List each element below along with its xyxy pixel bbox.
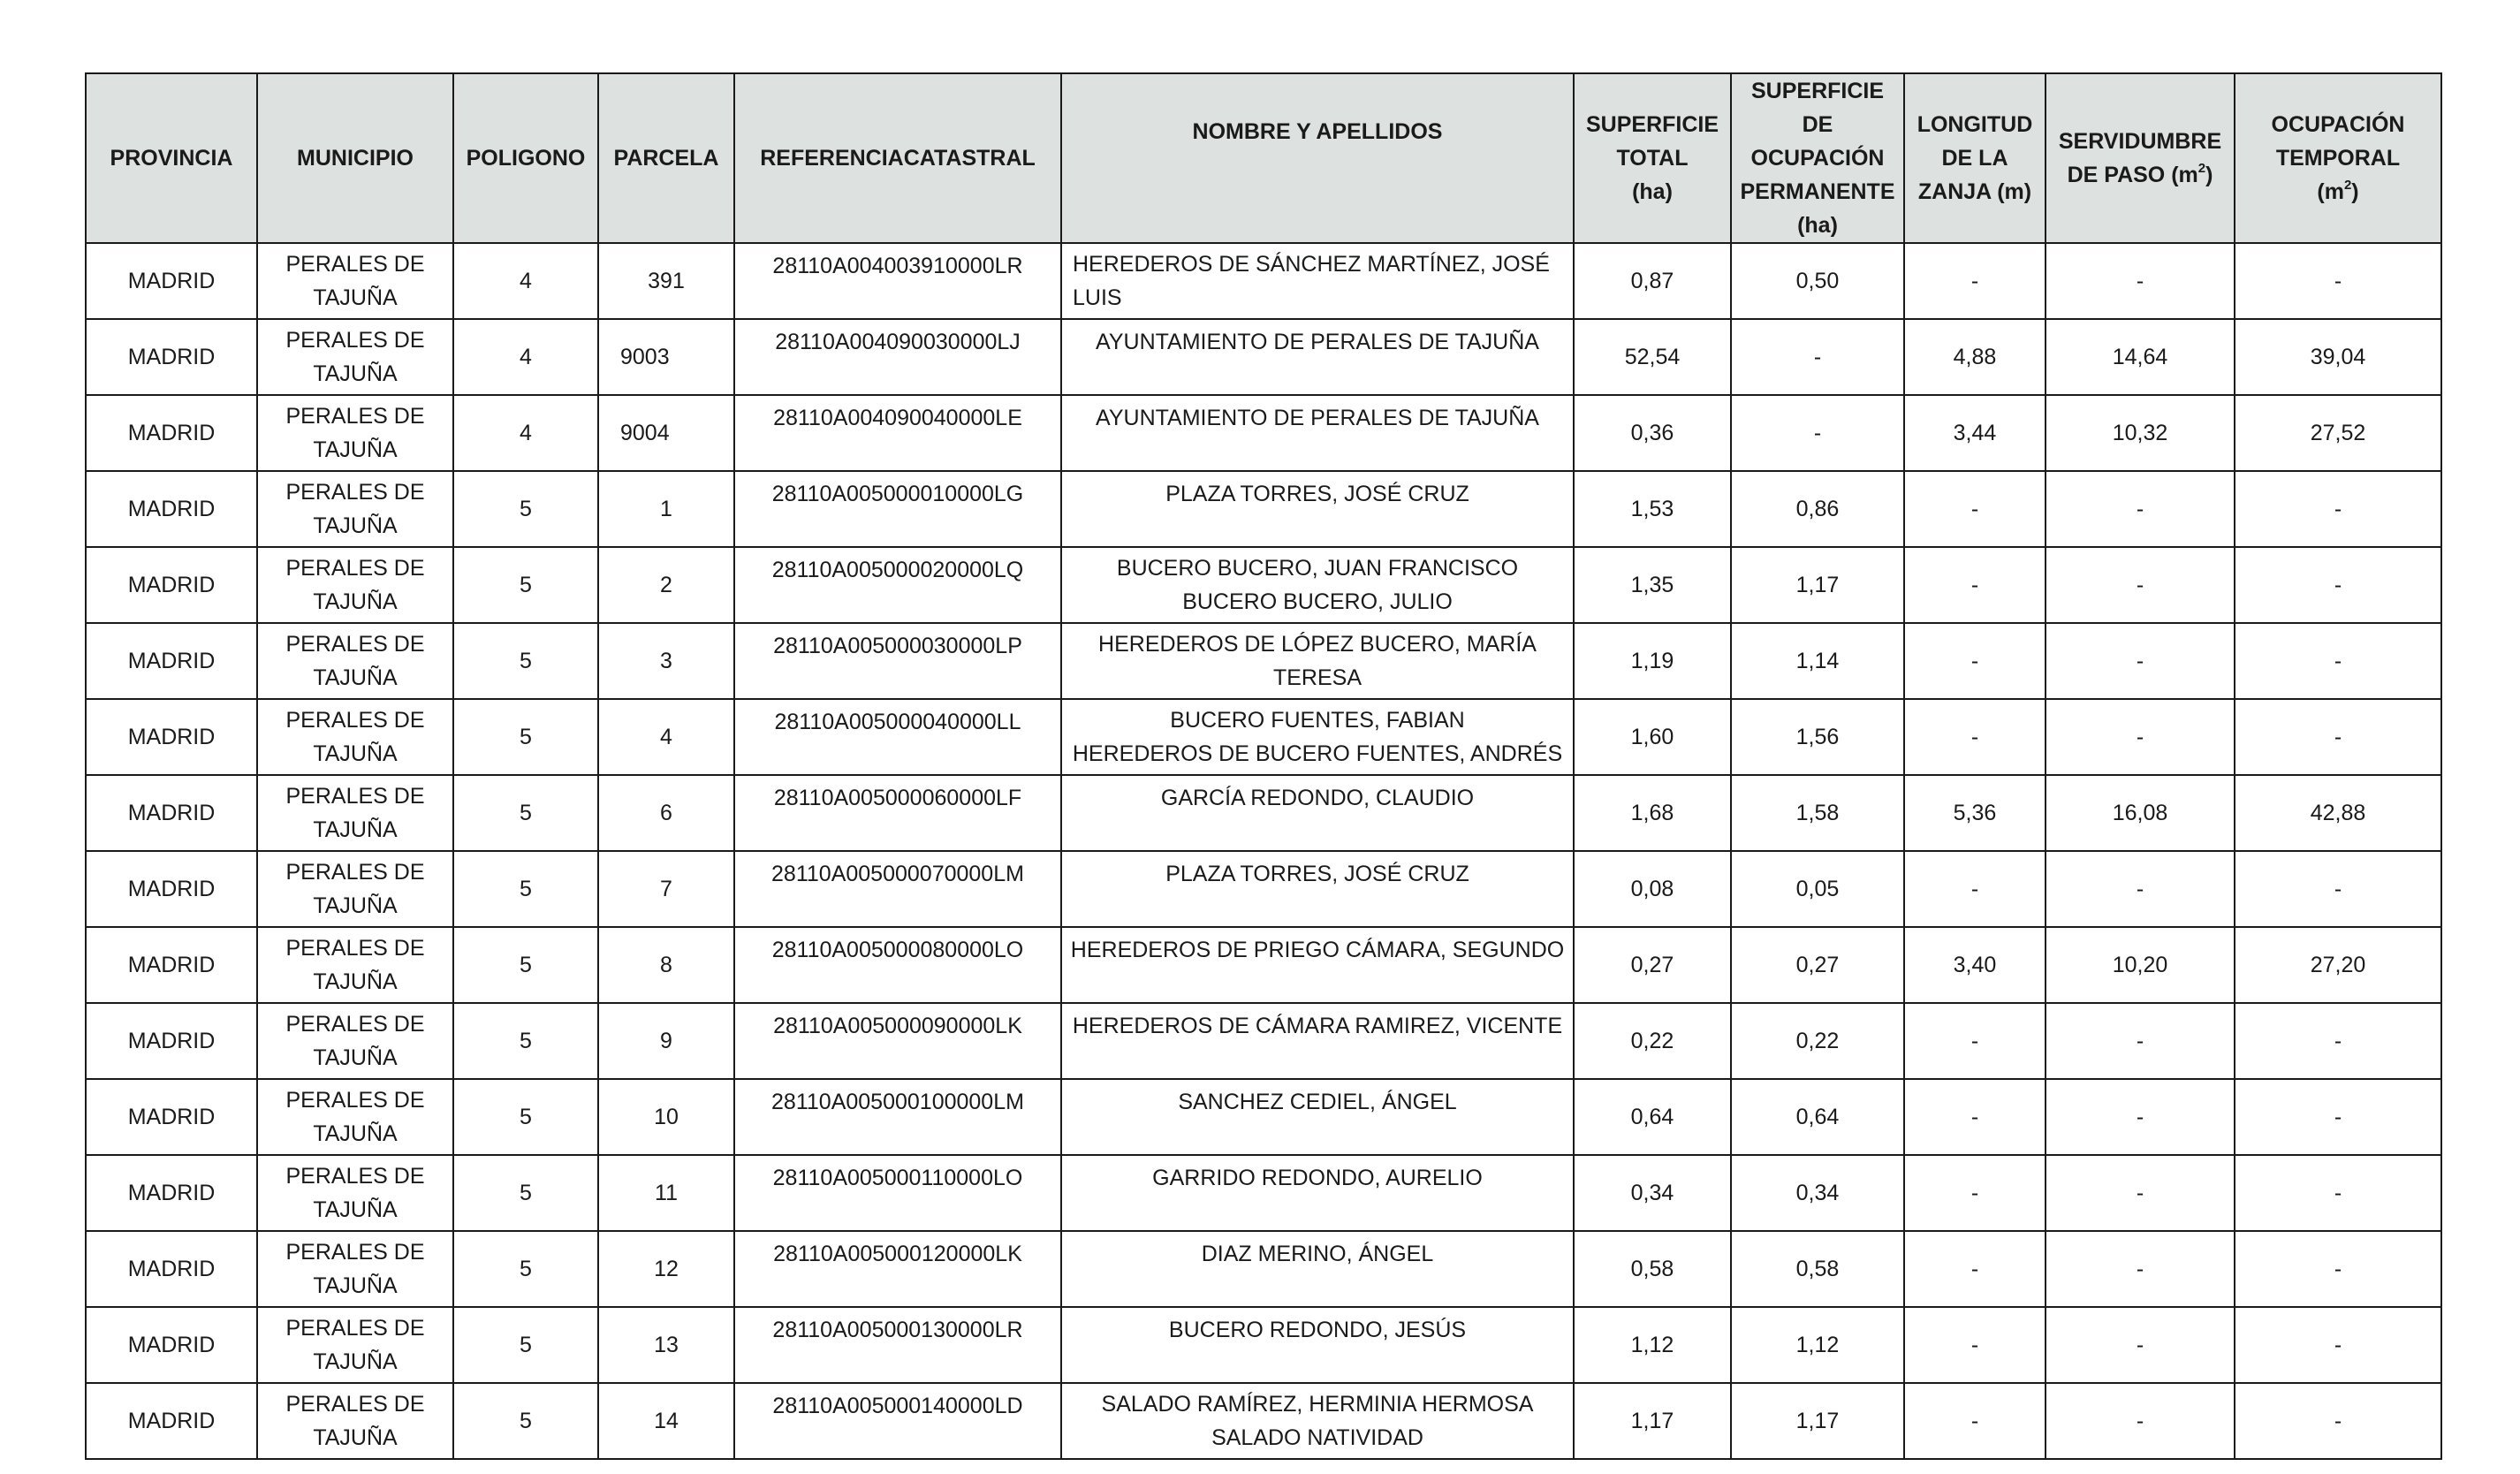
cell-provincia: MADRID	[86, 775, 257, 851]
cell-servidumbre: -	[2046, 1079, 2235, 1155]
cell-referencia: 28110A005000110000LO	[734, 1155, 1061, 1231]
cell-poligono: 5	[453, 547, 598, 623]
cell-municipio-line1: PERALES DE	[285, 1012, 425, 1037]
cell-parcela: 6	[598, 775, 734, 851]
cell-municipio-line2: TAJUÑA	[313, 285, 398, 310]
cell-municipio	[257, 1003, 453, 1079]
cell-longitud: 3,44	[1904, 395, 2046, 471]
cell-poligono: 5	[453, 1307, 598, 1383]
cell-parcela: 3	[598, 623, 734, 699]
cell-municipio	[257, 775, 453, 851]
cell-municipio-line2: TAJUÑA	[313, 817, 398, 842]
cell-nombre-line1: GARRIDO REDONDO, AURELIO	[1152, 1166, 1483, 1190]
cell-referencia: 28110A005000020000LQ	[734, 547, 1061, 623]
cell-referencia: 28110A004003910000LR	[734, 243, 1061, 319]
cell-nombre	[1061, 699, 1574, 775]
cell-superficie-total: 0,22	[1574, 1003, 1731, 1079]
cell-nombre-line1: HEREDEROS DE CÁMARA RAMIREZ, VICENTE	[1072, 1014, 1563, 1038]
cell-provincia: MADRID	[86, 547, 257, 623]
header-longitud-line2: DE LA	[1941, 146, 2008, 171]
cell-longitud: -	[1904, 699, 2046, 775]
header-parcela	[598, 73, 734, 243]
cell-nombre-line1: SALADO RAMÍREZ, HERMINIA HERMOSA	[1101, 1392, 1534, 1417]
cell-servidumbre: -	[2046, 471, 2235, 547]
cell-nombre	[1061, 395, 1574, 471]
cell-referencia: 28110A005000010000LG	[734, 471, 1061, 547]
cell-nombre-line1: BUCERO BUCERO, JUAN FRANCISCO	[1116, 556, 1519, 581]
cell-referencia: 28110A005000040000LL	[734, 699, 1061, 775]
cell-poligono: 5	[453, 1231, 598, 1307]
cell-municipio	[257, 623, 453, 699]
header-ocup-temp-line1: OCUPACIÓN	[2271, 112, 2405, 137]
cell-poligono: 5	[453, 1003, 598, 1079]
cell-servidumbre: -	[2046, 623, 2235, 699]
cell-servidumbre: -	[2046, 699, 2235, 775]
cell-servidumbre: -	[2046, 1383, 2235, 1459]
header-sup-ocup-line4: (ha)	[1797, 213, 1838, 238]
cell-servidumbre: 14,64	[2046, 319, 2235, 395]
cell-provincia: MADRID	[86, 851, 257, 927]
cell-servidumbre: -	[2046, 851, 2235, 927]
table-row	[86, 775, 2441, 851]
header-nombre	[1061, 73, 1574, 243]
cell-nombre	[1061, 1231, 1574, 1307]
parcel-table	[85, 72, 2442, 1460]
cell-parcela: 9	[598, 1003, 734, 1079]
cell-superficie-ocupacion: 0,50	[1731, 243, 1904, 319]
cell-municipio	[257, 471, 453, 547]
header-superficie-ocupacion	[1731, 73, 1904, 243]
header-sup-ocup-line3: PERMANENTE	[1740, 179, 1895, 204]
cell-ocupacion-temporal: -	[2235, 243, 2441, 319]
cell-poligono: 5	[453, 851, 598, 927]
cell-servidumbre: 10,20	[2046, 927, 2235, 1003]
cell-referencia: 28110A004090040000LE	[734, 395, 1061, 471]
cell-servidumbre: -	[2046, 243, 2235, 319]
cell-municipio-line1: PERALES DE	[285, 328, 425, 353]
cell-ocupacion-temporal: 27,20	[2235, 927, 2441, 1003]
table-row	[86, 1079, 2441, 1155]
cell-superficie-total: 1,35	[1574, 547, 1731, 623]
cell-nombre	[1061, 1383, 1574, 1459]
cell-superficie-total: 0,08	[1574, 851, 1731, 927]
cell-parcela: 2	[598, 547, 734, 623]
cell-municipio-line2: TAJUÑA	[313, 893, 398, 918]
cell-municipio-line2: TAJUÑA	[313, 1121, 398, 1146]
cell-municipio-line2: TAJUÑA	[313, 1425, 398, 1450]
cell-nombre	[1061, 927, 1574, 1003]
cell-superficie-ocupacion: 0,22	[1731, 1003, 1904, 1079]
cell-nombre	[1061, 623, 1574, 699]
cell-municipio-line1: PERALES DE	[285, 1088, 425, 1113]
cell-nombre-line1: HEREDEROS DE PRIEGO CÁMARA, SEGUNDO	[1070, 938, 1565, 962]
cell-municipio-line1: PERALES DE	[285, 784, 425, 809]
cell-superficie-total: 0,36	[1574, 395, 1731, 471]
header-sup-total-line3: (ha)	[1632, 179, 1673, 204]
cell-superficie-ocupacion: 1,17	[1731, 1383, 1904, 1459]
cell-ocupacion-temporal: -	[2235, 699, 2441, 775]
cell-longitud: -	[1904, 1383, 2046, 1459]
cell-servidumbre: -	[2046, 547, 2235, 623]
cell-poligono: 5	[453, 1155, 598, 1231]
cell-poligono: 4	[453, 395, 598, 471]
header-servidumbre-text: DE PASO (m	[2067, 163, 2198, 187]
header-sup-ocup-line2: OCUPACIÓN	[1750, 146, 1885, 171]
cell-provincia: MADRID	[86, 471, 257, 547]
cell-nombre	[1061, 1079, 1574, 1155]
cell-municipio	[257, 1307, 453, 1383]
table-row	[86, 1231, 2441, 1307]
table-row	[86, 395, 2441, 471]
cell-municipio	[257, 1079, 453, 1155]
header-sup-total-line2: TOTAL	[1616, 146, 1689, 171]
cell-superficie-ocupacion: -	[1731, 395, 1904, 471]
cell-nombre-line1: PLAZA TORRES, JOSÉ CRUZ	[1165, 482, 1469, 506]
cell-provincia: MADRID	[86, 699, 257, 775]
header-municipio	[257, 73, 453, 243]
header-longitud-line1: LONGITUD	[1917, 112, 2033, 137]
cell-municipio-line1: PERALES DE	[285, 708, 425, 733]
cell-ocupacion-temporal: -	[2235, 547, 2441, 623]
cell-municipio	[257, 851, 453, 927]
cell-nombre-line2: SALADO NATIVIDAD	[1211, 1425, 1423, 1450]
cell-municipio-line2: TAJUÑA	[313, 1197, 398, 1222]
header-ocup-temp-line3	[2241, 175, 2435, 209]
cell-nombre-line1: GARCÍA REDONDO, CLAUDIO	[1160, 786, 1475, 810]
cell-nombre	[1061, 1307, 1574, 1383]
cell-servidumbre: -	[2046, 1231, 2235, 1307]
cell-referencia: 28110A005000100000LM	[734, 1079, 1061, 1155]
cell-poligono: 5	[453, 699, 598, 775]
cell-municipio-line2: TAJUÑA	[313, 969, 398, 994]
cell-nombre-line1: PLAZA TORRES, JOSÉ CRUZ	[1165, 862, 1469, 886]
cell-longitud: -	[1904, 1307, 2046, 1383]
cell-provincia: MADRID	[86, 1231, 257, 1307]
cell-referencia: 28110A004090030000LJ	[734, 319, 1061, 395]
cell-municipio-line1: PERALES DE	[285, 1392, 425, 1417]
cell-servidumbre: -	[2046, 1155, 2235, 1231]
cell-superficie-ocupacion: 0,64	[1731, 1079, 1904, 1155]
cell-longitud: -	[1904, 851, 2046, 927]
cell-ocupacion-temporal: 42,88	[2235, 775, 2441, 851]
header-longitud	[1904, 73, 2046, 243]
header-ocup-temp-superscript: 2	[2343, 177, 2352, 193]
cell-provincia: MADRID	[86, 319, 257, 395]
cell-municipio-line2: TAJUÑA	[313, 1273, 398, 1298]
cell-superficie-ocupacion: 0,58	[1731, 1231, 1904, 1307]
cell-poligono: 5	[453, 927, 598, 1003]
cell-parcela: 391	[598, 243, 734, 319]
cell-parcela: 12	[598, 1231, 734, 1307]
cell-municipio-line2: TAJUÑA	[313, 665, 398, 690]
cell-municipio-line1: PERALES DE	[285, 556, 425, 581]
cell-provincia: MADRID	[86, 243, 257, 319]
header-poligono	[453, 73, 598, 243]
header-servidumbre-superscript: 2	[2197, 160, 2206, 176]
cell-ocupacion-temporal: -	[2235, 1231, 2441, 1307]
cell-referencia: 28110A005000120000LK	[734, 1231, 1061, 1307]
cell-nombre	[1061, 1155, 1574, 1231]
cell-parcela: 14	[598, 1383, 734, 1459]
cell-parcela: 9004	[598, 395, 734, 471]
cell-superficie-total: 0,87	[1574, 243, 1731, 319]
cell-ocupacion-temporal: 39,04	[2235, 319, 2441, 395]
cell-poligono: 5	[453, 775, 598, 851]
cell-superficie-ocupacion: 0,34	[1731, 1155, 1904, 1231]
table-row	[86, 243, 2441, 319]
cell-superficie-ocupacion: 1,12	[1731, 1307, 1904, 1383]
cell-ocupacion-temporal: -	[2235, 1003, 2441, 1079]
header-ocup-temp-text: (m	[2317, 179, 2344, 204]
cell-municipio-line1: PERALES DE	[285, 860, 425, 885]
cell-nombre	[1061, 1003, 1574, 1079]
cell-parcela: 13	[598, 1307, 734, 1383]
cell-nombre	[1061, 851, 1574, 927]
cell-superficie-ocupacion: 1,56	[1731, 699, 1904, 775]
cell-provincia: MADRID	[86, 1079, 257, 1155]
cell-municipio	[257, 699, 453, 775]
cell-nombre-line1: BUCERO REDONDO, JESÚS	[1168, 1318, 1467, 1342]
header-row	[86, 73, 2441, 243]
header-referencia	[734, 73, 1061, 243]
cell-parcela: 9003	[598, 319, 734, 395]
cell-servidumbre: 10,32	[2046, 395, 2235, 471]
cell-servidumbre: 16,08	[2046, 775, 2235, 851]
cell-nombre-line2: BUCERO BUCERO, JULIO	[1182, 589, 1453, 614]
cell-ocupacion-temporal: -	[2235, 851, 2441, 927]
cell-ocupacion-temporal: -	[2235, 1307, 2441, 1383]
cell-superficie-ocupacion: 0,86	[1731, 471, 1904, 547]
cell-nombre-line1: HEREDEROS DE SÁNCHEZ MARTÍNEZ, JOSÉ	[1073, 252, 1550, 277]
cell-superficie-total: 1,19	[1574, 623, 1731, 699]
cell-longitud: -	[1904, 623, 2046, 699]
cell-superficie-ocupacion: 0,05	[1731, 851, 1904, 927]
header-servidumbre-line2	[2052, 158, 2228, 192]
header-ocup-temp-close: )	[2351, 179, 2359, 204]
cell-superficie-total: 1,12	[1574, 1307, 1731, 1383]
cell-municipio-line1: PERALES DE	[285, 480, 425, 505]
cell-superficie-total: 1,68	[1574, 775, 1731, 851]
cell-superficie-total: 0,34	[1574, 1155, 1731, 1231]
cell-longitud: 3,40	[1904, 927, 2046, 1003]
cell-municipio-line1: PERALES DE	[285, 1164, 425, 1189]
cell-provincia: MADRID	[86, 623, 257, 699]
cell-superficie-ocupacion: -	[1731, 319, 1904, 395]
cell-provincia: MADRID	[86, 1155, 257, 1231]
cell-nombre-line1: AYUNTAMIENTO DE PERALES DE TAJUÑA	[1096, 330, 1539, 354]
cell-ocupacion-temporal: 27,52	[2235, 395, 2441, 471]
cell-longitud: -	[1904, 1155, 2046, 1231]
cell-parcela: 7	[598, 851, 734, 927]
header-longitud-line3: ZANJA (m)	[1917, 179, 2032, 204]
cell-superficie-total: 0,58	[1574, 1231, 1731, 1307]
header-sup-ocup-line1: SUPERFICIE DE	[1750, 79, 1885, 137]
cell-referencia: 28110A005000130000LR	[734, 1307, 1061, 1383]
cell-nombre-line2: HEREDEROS DE BUCERO FUENTES, ANDRÉS	[1072, 741, 1563, 766]
cell-provincia: MADRID	[86, 1383, 257, 1459]
cell-longitud: -	[1904, 1003, 2046, 1079]
cell-poligono: 4	[453, 319, 598, 395]
cell-ocupacion-temporal: -	[2235, 1155, 2441, 1231]
cell-ocupacion-temporal: -	[2235, 623, 2441, 699]
cell-parcela: 1	[598, 471, 734, 547]
cell-superficie-total: 0,64	[1574, 1079, 1731, 1155]
cell-superficie-total: 1,60	[1574, 699, 1731, 775]
cell-municipio	[257, 547, 453, 623]
header-nombre-label: NOMBRE Y APELLIDOS	[1192, 119, 1443, 144]
cell-municipio	[257, 1383, 453, 1459]
table-row	[86, 1003, 2441, 1079]
cell-municipio-line1: PERALES DE	[285, 404, 425, 429]
cell-referencia: 28110A005000070000LM	[734, 851, 1061, 927]
cell-municipio	[257, 927, 453, 1003]
table-row	[86, 851, 2441, 927]
table-row	[86, 319, 2441, 395]
cell-superficie-total: 1,17	[1574, 1383, 1731, 1459]
cell-municipio-line2: TAJUÑA	[313, 361, 398, 386]
cell-municipio-line1: PERALES DE	[285, 1240, 425, 1265]
cell-superficie-total: 0,27	[1574, 927, 1731, 1003]
cell-ocupacion-temporal: -	[2235, 471, 2441, 547]
cell-nombre	[1061, 243, 1574, 319]
header-sup-total-line1: SUPERFICIE	[1585, 112, 1719, 137]
cell-provincia: MADRID	[86, 1003, 257, 1079]
cell-municipio	[257, 395, 453, 471]
cell-poligono: 4	[453, 243, 598, 319]
cell-parcela: 8	[598, 927, 734, 1003]
cell-municipio	[257, 1155, 453, 1231]
cell-municipio-line1: PERALES DE	[285, 252, 425, 277]
cell-nombre-line2: LUIS	[1073, 285, 1122, 310]
header-ocupacion-temporal	[2235, 73, 2441, 243]
cell-longitud: -	[1904, 547, 2046, 623]
header-servidumbre	[2046, 73, 2235, 243]
cell-ocupacion-temporal: -	[2235, 1383, 2441, 1459]
table-row	[86, 547, 2441, 623]
cell-nombre-line1: SANCHEZ CEDIEL, ÁNGEL	[1178, 1090, 1457, 1114]
header-provincia-label: PROVINCIA	[110, 146, 233, 171]
header-poligono-label: POLIGONO	[466, 146, 586, 171]
cell-provincia: MADRID	[86, 927, 257, 1003]
cell-poligono: 5	[453, 471, 598, 547]
cell-longitud: -	[1904, 1231, 2046, 1307]
cell-superficie-ocupacion: 1,17	[1731, 547, 1904, 623]
cell-superficie-total: 52,54	[1574, 319, 1731, 395]
table-row	[86, 623, 2441, 699]
cell-longitud: -	[1904, 243, 2046, 319]
cell-servidumbre: -	[2046, 1307, 2235, 1383]
cell-referencia: 28110A005000030000LP	[734, 623, 1061, 699]
cell-municipio-line2: TAJUÑA	[313, 1349, 398, 1374]
cell-municipio-line2: TAJUÑA	[313, 589, 398, 614]
table-row	[86, 1383, 2441, 1459]
cell-referencia: 28110A005000080000LO	[734, 927, 1061, 1003]
header-municipio-label: MUNICIPIO	[297, 146, 414, 171]
cell-nombre-line1: DIAZ MERINO, ÁNGEL	[1201, 1242, 1434, 1266]
table-row	[86, 471, 2441, 547]
cell-superficie-total: 1,53	[1574, 471, 1731, 547]
table-row	[86, 699, 2441, 775]
cell-provincia: MADRID	[86, 395, 257, 471]
cell-longitud: 4,88	[1904, 319, 2046, 395]
header-parcela-label: PARCELA	[613, 146, 719, 171]
cell-ocupacion-temporal: -	[2235, 1079, 2441, 1155]
cell-poligono: 5	[453, 623, 598, 699]
cell-nombre	[1061, 471, 1574, 547]
cell-longitud: -	[1904, 1079, 2046, 1155]
cell-referencia: 28110A005000060000LF	[734, 775, 1061, 851]
cell-municipio	[257, 319, 453, 395]
cell-nombre	[1061, 775, 1574, 851]
cell-municipio	[257, 243, 453, 319]
cell-nombre-line1: AYUNTAMIENTO DE PERALES DE TAJUÑA	[1096, 406, 1539, 430]
cell-municipio-line2: TAJUÑA	[313, 437, 398, 462]
cell-superficie-ocupacion: 1,14	[1731, 623, 1904, 699]
cell-longitud: -	[1904, 471, 2046, 547]
cell-municipio-line1: PERALES DE	[285, 936, 425, 961]
cell-superficie-ocupacion: 1,58	[1731, 775, 1904, 851]
cell-municipio-line1: PERALES DE	[285, 1316, 425, 1341]
cell-poligono: 5	[453, 1383, 598, 1459]
header-provincia	[86, 73, 257, 243]
cell-provincia: MADRID	[86, 1307, 257, 1383]
cell-poligono: 5	[453, 1079, 598, 1155]
header-ocup-temp-line2: TEMPORAL	[2275, 146, 2401, 171]
cell-servidumbre: -	[2046, 1003, 2235, 1079]
table-row	[86, 927, 2441, 1003]
cell-municipio	[257, 1231, 453, 1307]
table-row	[86, 1307, 2441, 1383]
cell-nombre-line1: HEREDEROS DE LÓPEZ BUCERO, MARÍA	[1098, 632, 1537, 657]
header-referencia-label: REFERENCIACATASTRAL	[760, 146, 1036, 171]
cell-nombre	[1061, 547, 1574, 623]
cell-municipio-line2: TAJUÑA	[313, 741, 398, 766]
cell-parcela: 10	[598, 1079, 734, 1155]
header-servidumbre-line1: SERVIDUMBRE	[2058, 129, 2222, 154]
cell-referencia: 28110A005000090000LK	[734, 1003, 1061, 1079]
cell-superficie-ocupacion: 0,27	[1731, 927, 1904, 1003]
cell-parcela: 4	[598, 699, 734, 775]
cell-referencia: 28110A005000140000LD	[734, 1383, 1061, 1459]
cell-municipio-line2: TAJUÑA	[313, 1045, 398, 1070]
cell-nombre-line2: TERESA	[1272, 665, 1362, 690]
cell-nombre-line1: BUCERO FUENTES, FABIAN	[1170, 708, 1465, 733]
cell-nombre	[1061, 319, 1574, 395]
cell-municipio-line1: PERALES DE	[285, 632, 425, 657]
header-servidumbre-close: )	[2205, 163, 2213, 187]
header-superficie-total	[1574, 73, 1731, 243]
cell-municipio-line2: TAJUÑA	[313, 513, 398, 538]
cell-parcela: 11	[598, 1155, 734, 1231]
table-body	[86, 243, 2441, 1459]
table-row	[86, 1155, 2441, 1231]
cell-longitud: 5,36	[1904, 775, 2046, 851]
